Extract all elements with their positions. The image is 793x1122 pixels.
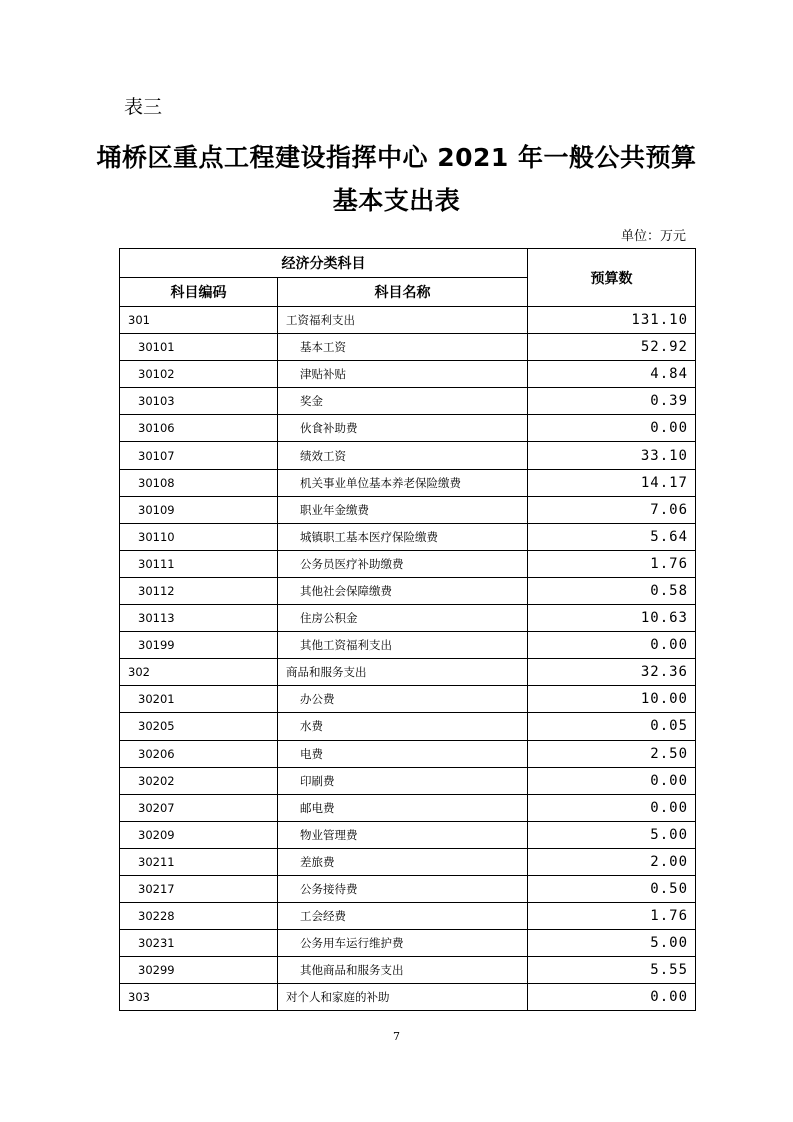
budget-amount-cell: 33.10 xyxy=(528,442,696,469)
table-row xyxy=(120,686,696,713)
subject-name-cell: 邮电费 xyxy=(278,794,528,821)
header-economic-classification: 经济分类科目 xyxy=(120,249,528,278)
subject-code-cell: 30110 xyxy=(120,523,278,550)
table-row xyxy=(120,794,696,821)
header-subject-name: 科目名称 xyxy=(278,278,528,307)
table-row xyxy=(120,740,696,767)
budget-amount-cell: 5.64 xyxy=(528,523,696,550)
budget-amount-cell: 1.76 xyxy=(528,903,696,930)
table-row xyxy=(120,361,696,388)
budget-amount-cell: 7.06 xyxy=(528,496,696,523)
budget-amount-cell: 10.63 xyxy=(528,605,696,632)
subject-name-cell: 津贴补贴 xyxy=(278,361,528,388)
table-row xyxy=(120,903,696,930)
budget-amount-cell: 52.92 xyxy=(528,334,696,361)
page-number: 7 xyxy=(393,1030,400,1043)
subject-code-cell: 303 xyxy=(120,984,278,1011)
subject-name-cell: 公务员医疗补助缴费 xyxy=(278,550,528,577)
subject-code-cell: 30206 xyxy=(120,740,278,767)
budget-amount-cell: 0.58 xyxy=(528,577,696,604)
table-row xyxy=(120,469,696,496)
subject-code-cell: 30205 xyxy=(120,713,278,740)
table-row xyxy=(120,767,696,794)
table-row xyxy=(120,632,696,659)
subject-name-cell: 水费 xyxy=(278,713,528,740)
subject-code-cell: 30207 xyxy=(120,794,278,821)
subject-code-cell: 30108 xyxy=(120,469,278,496)
table-row xyxy=(120,523,696,550)
subject-code-cell: 30202 xyxy=(120,767,278,794)
table-row xyxy=(120,388,696,415)
table-row xyxy=(120,577,696,604)
table-row xyxy=(120,307,696,334)
budget-amount-cell: 14.17 xyxy=(528,469,696,496)
budget-table xyxy=(119,248,696,1011)
budget-amount-cell: 10.00 xyxy=(528,686,696,713)
budget-amount-cell: 0.00 xyxy=(528,415,696,442)
subject-code-cell: 30101 xyxy=(120,334,278,361)
subject-name-cell: 物业管理费 xyxy=(278,821,528,848)
subject-code-cell: 30107 xyxy=(120,442,278,469)
subject-name-cell: 差旅费 xyxy=(278,848,528,875)
subject-name-cell: 工资福利支出 xyxy=(278,307,528,334)
budget-amount-cell: 5.00 xyxy=(528,930,696,957)
subject-code-cell: 30231 xyxy=(120,930,278,957)
subject-name-cell: 奖金 xyxy=(278,388,528,415)
subject-code-cell: 30201 xyxy=(120,686,278,713)
subject-name-cell: 城镇职工基本医疗保险缴费 xyxy=(278,523,528,550)
subject-name-cell: 基本工资 xyxy=(278,334,528,361)
subject-name-cell: 印刷费 xyxy=(278,767,528,794)
table-row xyxy=(120,550,696,577)
budget-amount-cell: 131.10 xyxy=(528,307,696,334)
budget-amount-cell: 2.00 xyxy=(528,848,696,875)
table-row xyxy=(120,659,696,686)
subject-code-cell: 30111 xyxy=(120,550,278,577)
budget-amount-cell: 0.00 xyxy=(528,767,696,794)
table-row xyxy=(120,496,696,523)
subject-code-cell: 30217 xyxy=(120,875,278,902)
subject-name-cell: 工会经费 xyxy=(278,903,528,930)
budget-amount-cell: 0.00 xyxy=(528,984,696,1011)
subject-name-cell: 其他工资福利支出 xyxy=(278,632,528,659)
subject-name-cell: 对个人和家庭的补助 xyxy=(278,984,528,1011)
subject-code-cell: 30199 xyxy=(120,632,278,659)
budget-amount-cell: 0.00 xyxy=(528,632,696,659)
document-title: 埇桥区重点工程建设指挥中心 2021 年一般公共预算 xyxy=(96,143,697,172)
subject-name-cell: 住房公积金 xyxy=(278,605,528,632)
subject-code-cell: 30209 xyxy=(120,821,278,848)
subject-code-cell: 30106 xyxy=(120,415,278,442)
table-row xyxy=(120,415,696,442)
subject-name-cell: 公务用车运行维护费 xyxy=(278,930,528,957)
subject-name-cell: 商品和服务支出 xyxy=(278,659,528,686)
budget-amount-cell: 5.00 xyxy=(528,821,696,848)
table-row xyxy=(120,442,696,469)
subject-code-cell: 302 xyxy=(120,659,278,686)
table-body xyxy=(120,307,696,1011)
subject-name-cell: 伙食补助费 xyxy=(278,415,528,442)
subject-code-cell: 30211 xyxy=(120,848,278,875)
table-row xyxy=(120,848,696,875)
document-subtitle: 基本支出表 xyxy=(332,186,461,215)
budget-amount-cell: 0.50 xyxy=(528,875,696,902)
table-row xyxy=(120,713,696,740)
subject-name-cell: 电费 xyxy=(278,740,528,767)
table-row xyxy=(120,821,696,848)
budget-amount-cell: 5.55 xyxy=(528,957,696,984)
table-row xyxy=(120,334,696,361)
budget-amount-cell: 2.50 xyxy=(528,740,696,767)
table-row xyxy=(120,930,696,957)
budget-amount-cell: 4.84 xyxy=(528,361,696,388)
header-subject-code: 科目编码 xyxy=(120,278,278,307)
subject-code-cell: 30228 xyxy=(120,903,278,930)
unit-label: 单位：万元 xyxy=(620,229,686,244)
subject-name-cell: 机关事业单位基本养老保险缴费 xyxy=(278,469,528,496)
subject-code-cell: 30103 xyxy=(120,388,278,415)
subject-code-cell: 301 xyxy=(120,307,278,334)
subject-name-cell: 公务接待费 xyxy=(278,875,528,902)
subject-code-cell: 30112 xyxy=(120,577,278,604)
budget-amount-cell: 0.00 xyxy=(528,794,696,821)
subject-name-cell: 绩效工资 xyxy=(278,442,528,469)
budget-amount-cell: 0.39 xyxy=(528,388,696,415)
header-budget-amount: 预算数 xyxy=(528,249,696,307)
table-row xyxy=(120,605,696,632)
subject-code-cell: 30102 xyxy=(120,361,278,388)
subject-name-cell: 办公费 xyxy=(278,686,528,713)
subject-code-cell: 30109 xyxy=(120,496,278,523)
table-label: 表三 xyxy=(124,96,163,118)
table-row xyxy=(120,957,696,984)
subject-name-cell: 其他商品和服务支出 xyxy=(278,957,528,984)
budget-amount-cell: 1.76 xyxy=(528,550,696,577)
table-row xyxy=(120,984,696,1011)
subject-name-cell: 职业年金缴费 xyxy=(278,496,528,523)
budget-amount-cell: 0.05 xyxy=(528,713,696,740)
subject-name-cell: 其他社会保障缴费 xyxy=(278,577,528,604)
subject-code-cell: 30113 xyxy=(120,605,278,632)
table-row xyxy=(120,875,696,902)
budget-amount-cell: 32.36 xyxy=(528,659,696,686)
subject-code-cell: 30299 xyxy=(120,957,278,984)
